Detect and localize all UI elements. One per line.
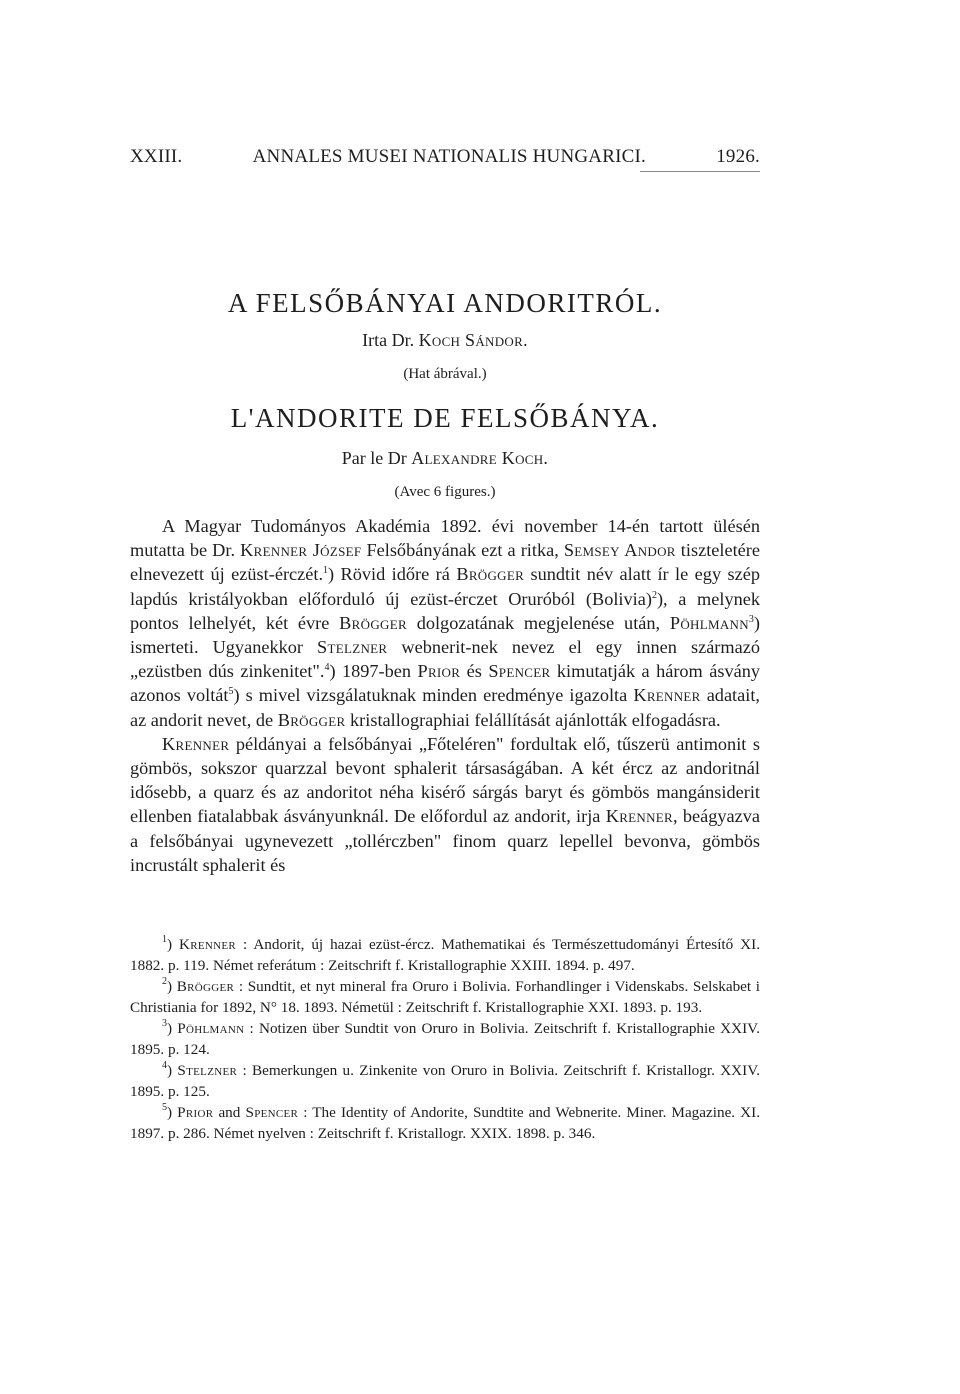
author-ref: Brögger [339, 612, 407, 633]
author-line-french [130, 448, 760, 469]
author-ref: Krenner [162, 733, 230, 754]
author-name-french: Alexandre Koch. [411, 448, 549, 468]
byline-french: Par le Dr [341, 448, 407, 468]
paragraph-1: A Magyar Tudományos Akadémia 1892. évi november 14-én tartott ülésén mutatta be Dr. Krenner József Felsőbányának ezt a ritka, Semsey Andor tiszteletére elnevezett új ezüst-érczét.$^1$) Rövid időre rá Brögger sundtit név alatt ír le egy szép lapdús kristályokban előforduló új ezüst-érczet Oruróból (Bolivia)$^2$), a melynek pontos lelhelyét, két évre Brögger dolgozatának megjelenése után, Pöhlmann$^3$) ismerteti. Ugyanekkor Stelzner webnerit-nek nevez el egy innen származó „ezüstben dús zinkenitet".$^4$) 1897-ben Prior és Spencer kimutatják a három ásvány azonos voltát$^5$) s mivel vizsgálatuknak minden eredménye igazolta Krenner adatait, az andorit nevet, de Brögger kristallographiai felállítását ajánlották elfogadásra. [130, 516, 761, 730]
author-ref: Prior [417, 661, 461, 682]
author-ref: Brögger [176, 978, 235, 995]
author-ref: Brögger [456, 564, 525, 585]
footnote-number: 2 [162, 976, 167, 987]
footnote-3: $^3$) Pöhlmann : Notizen über Sundtit von Oruro in Bolivia. Zeitschrift f. Kristallographie XXIV. 1895. p. 124. [130, 1018, 760, 1058]
author-ref: Krenner [179, 936, 237, 953]
author-ref: Brögger [277, 709, 346, 730]
footnote-number: 5 [162, 1102, 167, 1113]
footnote-ref[interactable]: 5 [228, 686, 234, 698]
footnote-ref[interactable]: 4 [324, 662, 330, 674]
footnote-ref[interactable]: 2 [651, 589, 657, 601]
running-header [130, 146, 760, 168]
illustrations-note-french: (Avec 6 figures.) [394, 484, 496, 500]
author-ref: Stelzner [317, 637, 388, 658]
footnote-number: 1 [162, 934, 167, 945]
author-line-hungarian [130, 330, 760, 351]
byline-hungarian: Irta Dr. [362, 330, 415, 350]
header-underline [640, 171, 760, 172]
footnote-1: $^1$) Krenner : Andorit, új hazai ezüst-ércz. Mathematikai és Természettudományi Értesítő XI. 1882. p. 119. Német referátum : Zeitschrift f. Kristallographie XXIII. 1894. p. 497. [130, 934, 760, 974]
title-hungarian: A FELSŐBÁNYAI ANDORITRÓL. [227, 288, 663, 318]
footnote-4: $^4$) Stelzner : Bemerkungen u. Zinkenite von Oruro in Bolivia. Zeitschrift f. Kristallogr. XXIV. 1895. p. 125. [130, 1060, 760, 1100]
footnote-ref[interactable]: 1 [323, 565, 329, 577]
paragraph-2: Krenner példányai a felsőbányai „Főteléren" fordultak elő, tűszerü antimonit s gömbös, sokszor quarzzal bevont sphalerit társaságában. A két ércz az andoritnál idősebb, a quarz és az andoritot néha kisérő sárgás baryt és gömbös mangánsiderit ellenben fiatalabbak ásványunknál. De előfordul az andorit, irja Krenner, beágyazva a felsőbányai ugynevezett „tollérczben" finom quarz lepellel bevonva, gömbös incrustált sphalerit és [130, 733, 760, 875]
author-ref: Pöhlmann [177, 1020, 245, 1037]
footnote-2: $^2$) Brögger : Sundtit, et nyt mineral fra Oruro i Bolivia. Forhandlinger i Videnskabs. Selskabet i Christiania for 1892, N° 18. 1893. Németül : Zeitschrift f. Kristallographie XXI. 1893. p. 193. [130, 976, 760, 1016]
author-ref: Spencer [488, 661, 551, 682]
author-ref: Krenner József [240, 540, 362, 561]
header-volume: XXIII. [130, 146, 183, 167]
author-ref: Krenner [605, 806, 674, 827]
author-ref: Pöhlmann [669, 612, 749, 633]
title-french: L'ANDORITE DE FELSŐBÁNYA. [230, 403, 660, 433]
illustrations-note-hungarian: (Hat ábrával.) [403, 366, 487, 382]
footnote-5: $^5$) Prior and Spencer : The Identity of Andorite, Sundtite and Webnerite. Miner. Magazine. XI. 1897. p. 286. Német nyelven : Zeitschrift f. Kristallogr. XXIX. 1898. p. 346. [130, 1102, 760, 1142]
author-ref: Stelzner [177, 1062, 238, 1079]
author-ref: Krenner [633, 685, 701, 706]
footnote-number: 3 [162, 1018, 167, 1029]
footnote-ref[interactable]: 3 [748, 613, 754, 625]
footnotes [130, 934, 760, 1144]
author-name-hungarian: Koch Sándor. [418, 330, 528, 350]
author-ref: Prior [177, 1104, 214, 1121]
header-journal: ANNALES MUSEI NATIONALIS HUNGARICI. [252, 146, 646, 167]
footnote-number: 4 [162, 1060, 167, 1071]
body-text [130, 514, 760, 877]
author-ref: Spencer [245, 1104, 299, 1121]
header-year: 1926. [716, 146, 760, 167]
author-ref: Semsey Andor [563, 540, 676, 561]
